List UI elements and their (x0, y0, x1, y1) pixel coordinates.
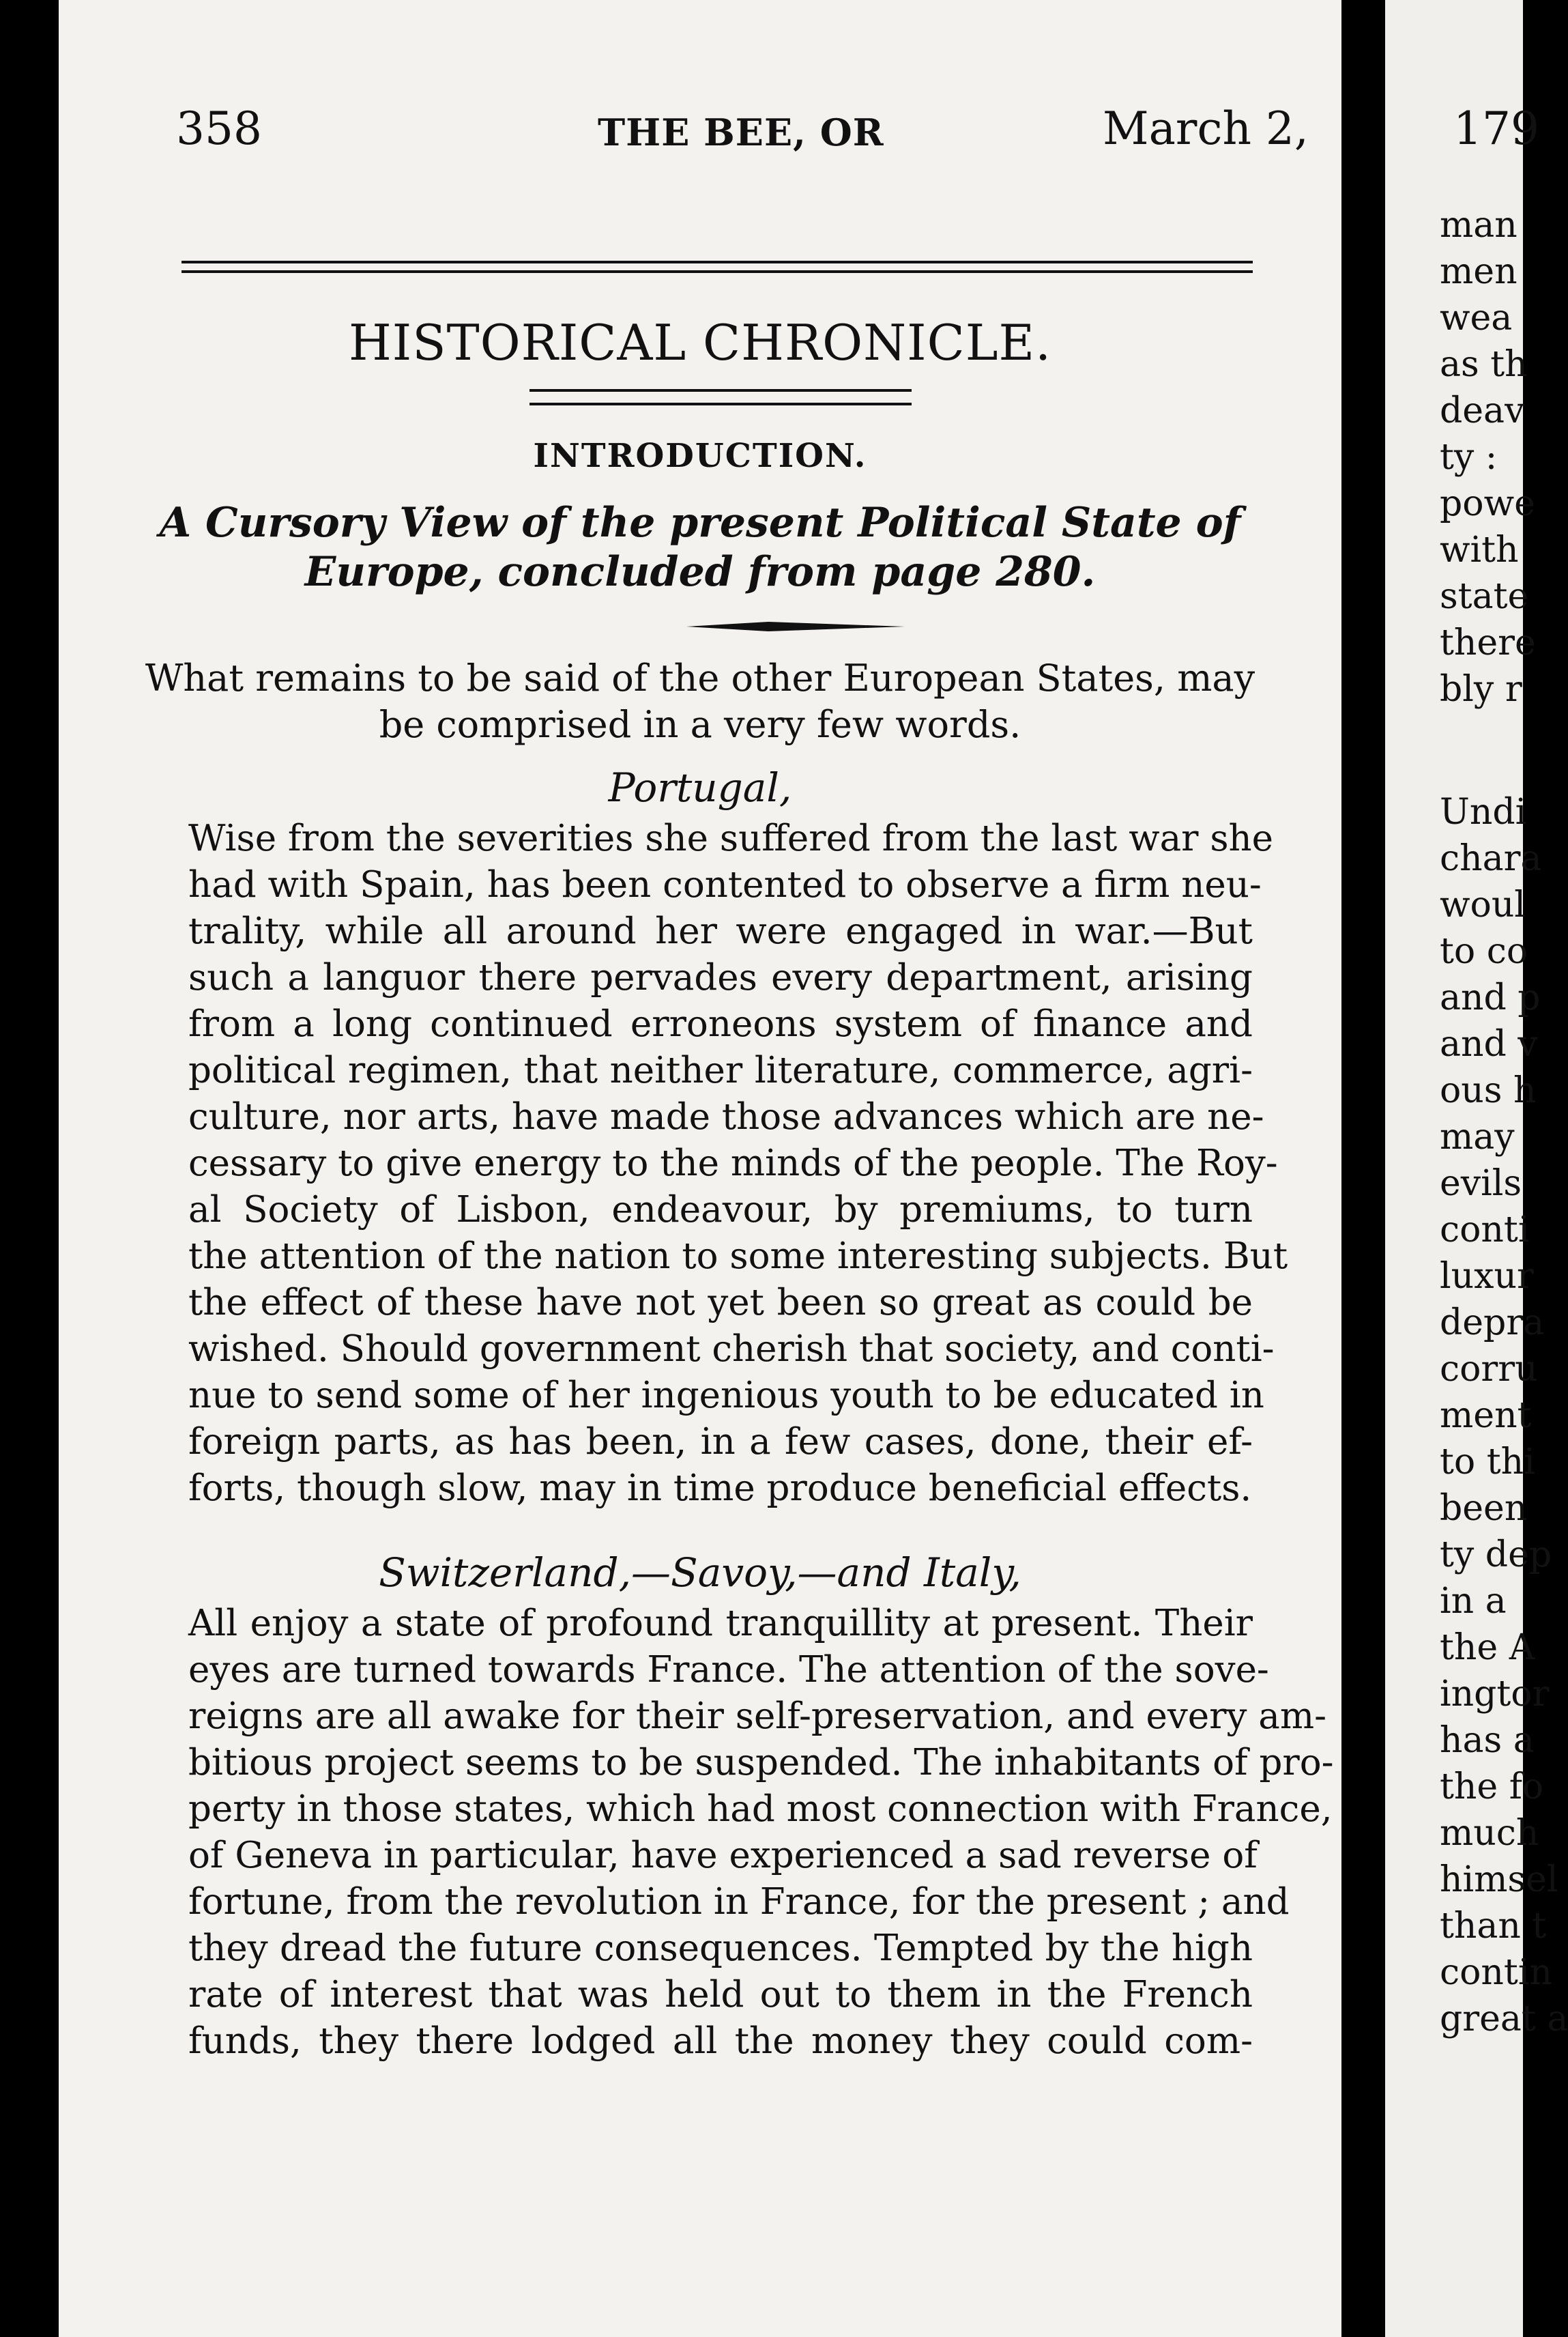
running-title: THE BEE, OR (598, 111, 884, 154)
lead-paragraph (59, 655, 1341, 748)
facing-text-line: and p (1440, 977, 1541, 1018)
text-line: All enjoy a state of profound tranquillity at present. Their (188, 1603, 1253, 1644)
text-line: they dread the future consequences. Tempted by the high (188, 1927, 1253, 1969)
facing-text-line: depra (1440, 1302, 1545, 1343)
subheading-line: A Cursory View of the present Political State of (159, 499, 1241, 547)
text-line: wished. Should government cherish that society, and conti- (188, 1328, 1275, 1370)
facing-text-line: ous h (1440, 1070, 1537, 1111)
facing-text-line: deav (1440, 390, 1525, 431)
paragraph-switzerland (188, 1601, 1334, 2065)
facing-text-line: and v (1440, 1024, 1538, 1065)
text-line: forts, though slow, may in time produce beneficial effects. (188, 1467, 1252, 1509)
header-rule (182, 261, 1253, 273)
facing-text-line: as th (1440, 344, 1528, 385)
facing-text-line: than t (1440, 1906, 1547, 1947)
text-line: the attention of the nation to some interesting subjects. But (188, 1235, 1288, 1277)
text-line: political regimen, that neither literature, commerce, agri- (188, 1050, 1253, 1091)
facing-text-line: the A (1440, 1627, 1535, 1668)
text-line: from a long continued erroneons system of finance and (188, 1003, 1253, 1045)
text-line: reigns are all awake for their self-preservation, and every am- (188, 1695, 1327, 1737)
facing-text-line: been (1440, 1488, 1528, 1529)
subheading-line: Europe, concluded from page 280. (304, 548, 1096, 596)
text-line: of Geneva in particular, have experienced a sad reverse of (188, 1835, 1258, 1876)
title-rule (529, 389, 912, 405)
facing-text-line: has a (1440, 1720, 1535, 1761)
text-line: rate of interest that was held out to them in the French (188, 1974, 1253, 2016)
lead-line: What remains to be said of the other European States, may (145, 657, 1255, 700)
text-line: foreign parts, as has been, in a few cases, done, their ef- (188, 1421, 1253, 1463)
section-heading-switzerland: Switzerland,—Savoy,—and Italy, (379, 1549, 1021, 1596)
text-line: nue to send some of her ingenious youth to be educated in (188, 1375, 1264, 1416)
facing-text-line: men (1440, 251, 1518, 292)
text-line: perty in those states, which had most connection with France, (188, 1788, 1333, 1830)
text-line: funds, they there lodged all the money they could com- (188, 2020, 1253, 2062)
facing-text-line: the fo (1440, 1766, 1544, 1807)
lead-line: be comprised in a very few words. (379, 703, 1021, 746)
section-heading-portugal: Portugal, (608, 764, 792, 811)
page-number: 358 (176, 102, 262, 155)
facing-text-line: himsel (1440, 1859, 1558, 1900)
issue-date: March 2, (1103, 102, 1309, 155)
facing-text-line: may (1440, 1117, 1515, 1158)
text-line: Wise from the severities she suffered from the last war she (188, 818, 1274, 859)
facing-page (1385, 0, 1568, 2337)
ornament-rule (686, 621, 905, 632)
text-line: fortune, from the revolution in France, for the present ; and (188, 1881, 1290, 1923)
facing-text-line: ty dep (1440, 1534, 1552, 1575)
facing-text-line: ment (1440, 1395, 1532, 1436)
facing-text-line: great a (1440, 1998, 1568, 2039)
introduction-heading: INTRODUCTION. (533, 437, 867, 475)
facing-text-line: Undi (1440, 792, 1527, 833)
facing-text-line: powe (1440, 483, 1535, 524)
text-line: bitious project seems to be suspended. The inhabitants of pro- (188, 1742, 1334, 1783)
facing-text-line: in a (1440, 1581, 1507, 1622)
facing-page-number: 179 (1453, 102, 1539, 155)
left-page (59, 0, 1341, 2337)
facing-text-line: with (1440, 530, 1519, 571)
subheading (59, 498, 1341, 597)
paragraph-portugal (188, 816, 1288, 1512)
facing-text-line: there (1440, 622, 1536, 663)
facing-text-line: much (1440, 1813, 1539, 1854)
facing-text-line: contin (1440, 1952, 1552, 1993)
facing-text-line: ingtor (1440, 1674, 1550, 1715)
facing-text-line: state (1440, 576, 1529, 617)
chronicle-title: HISTORICAL CHRONICLE. (349, 314, 1051, 371)
text-line: culture, nor arts, have made those advances which are ne- (188, 1096, 1264, 1138)
text-line: al Society of Lisbon, endeavour, by premiums, to turn (188, 1189, 1253, 1231)
facing-text-line: woul (1440, 885, 1526, 926)
text-line: eyes are turned towards France. The attention of the sove- (188, 1649, 1269, 1691)
facing-text-line: to thi (1440, 1442, 1535, 1482)
facing-text-line: evils (1440, 1163, 1522, 1204)
facing-text-line: bly r (1440, 669, 1522, 710)
facing-text-line: to co (1440, 931, 1528, 972)
facing-text-line: luxur (1440, 1256, 1534, 1297)
facing-text-line: conti (1440, 1209, 1530, 1250)
text-line: trality, while all around her were engaged in war.—But (188, 911, 1253, 952)
facing-text-line: ty : (1440, 437, 1498, 478)
facing-text-line: chara (1440, 838, 1542, 879)
text-line: such a languor there pervades every department, arising (188, 957, 1253, 999)
text-line: the effect of these have not yet been so great as could be (188, 1282, 1253, 1323)
text-line: cessary to give energy to the minds of the people. The Roy- (188, 1143, 1278, 1184)
facing-text-line: corru (1440, 1349, 1538, 1390)
facing-text-line: wea (1440, 298, 1513, 339)
text-line: had with Spain, has been contented to observe a firm neu- (188, 864, 1262, 906)
facing-text-line: man (1440, 205, 1518, 246)
